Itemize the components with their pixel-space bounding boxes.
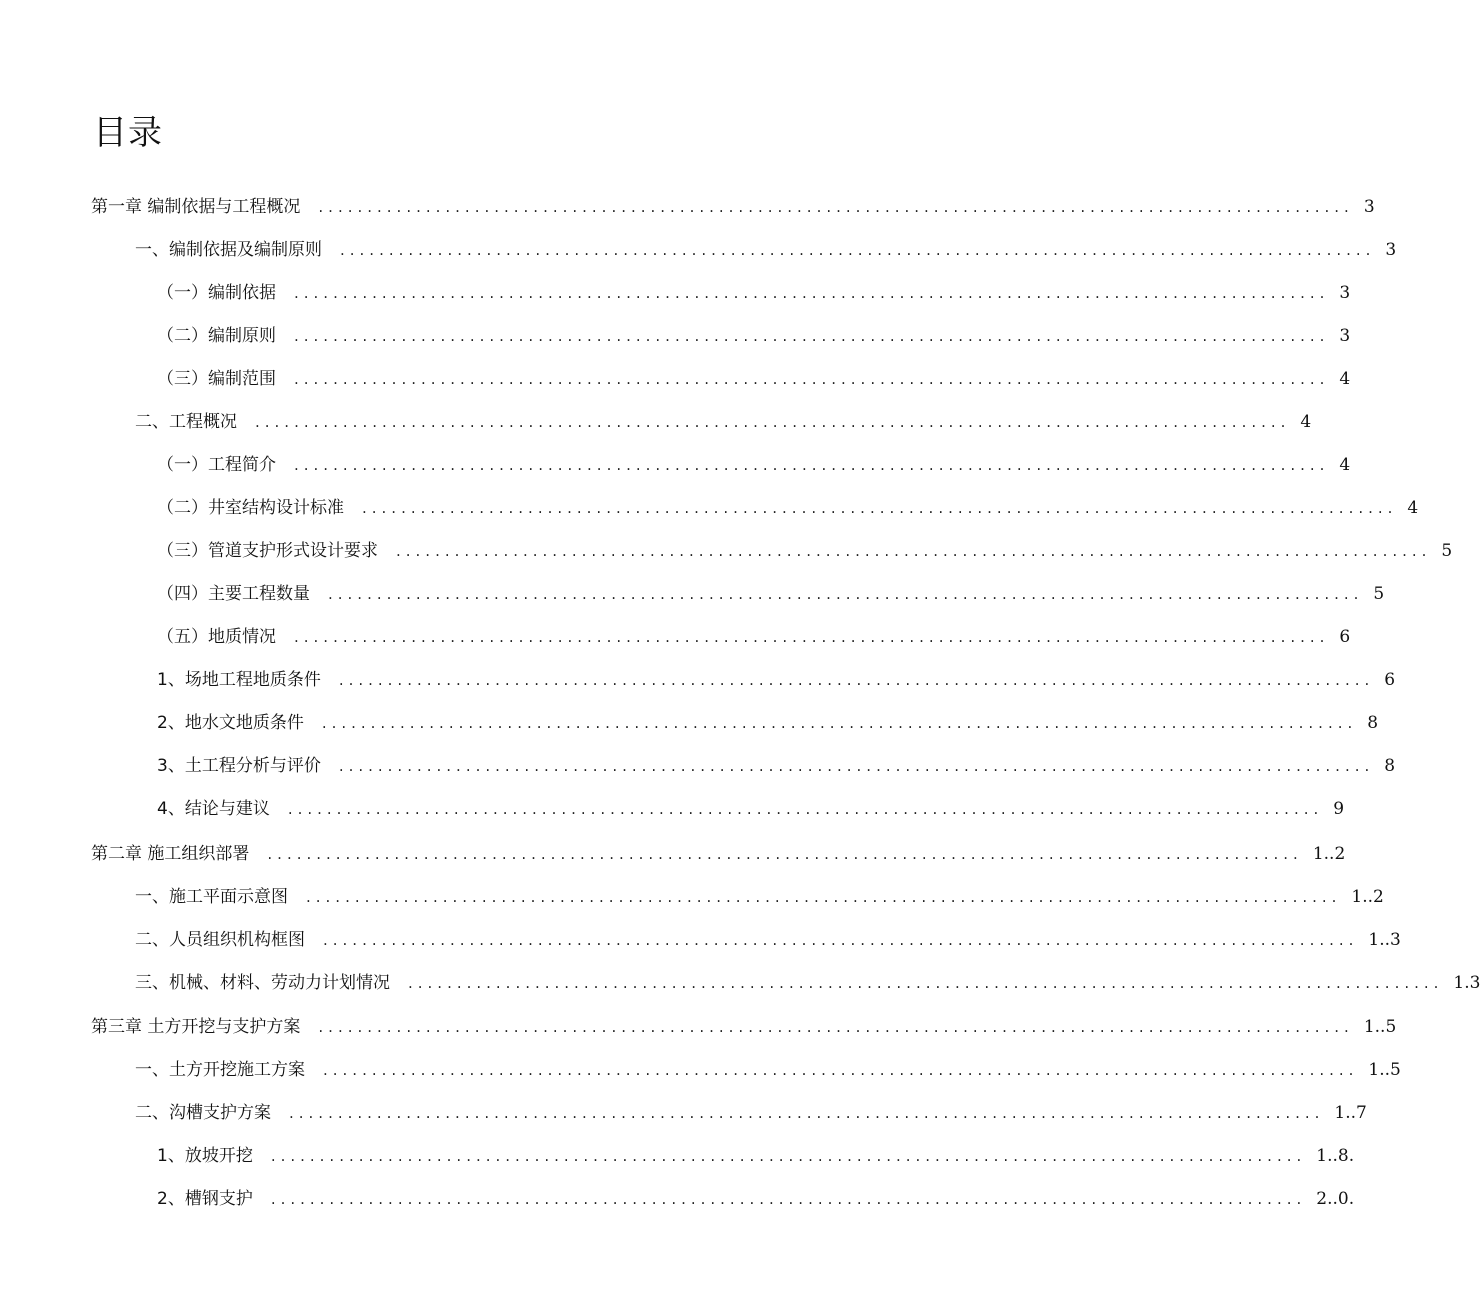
toc-entry-page: 4 — [1339, 455, 1351, 475]
toc-entry-page: 1..8. — [1316, 1146, 1355, 1166]
toc-entry[interactable] — [157, 751, 1396, 781]
toc-entry[interactable] — [91, 192, 1375, 222]
toc-entry-label: 二、工程概况 — [135, 412, 237, 432]
toc-entry[interactable] — [157, 665, 1396, 695]
toc-leader-dots: .......................................................................................................... — [294, 284, 1330, 302]
toc-entry[interactable] — [157, 364, 1351, 394]
toc-leader-dots: .......................................................................................................... — [267, 845, 1303, 863]
toc-entry-label: 一、土方开挖施工方案 — [135, 1060, 305, 1080]
toc-entry-label: 2、地水文地质条件 — [157, 713, 304, 733]
toc-entry-label: 一、施工平面示意图 — [135, 887, 288, 907]
toc-entry-label: （三）管道支护形式设计要求 — [157, 541, 378, 561]
toc-entry-label: （三）编制范围 — [157, 369, 276, 389]
toc-leader-dots: .......................................................................................................... — [294, 327, 1330, 345]
toc-entry[interactable] — [157, 278, 1351, 308]
toc-entry-page: 6 — [1384, 670, 1396, 690]
toc-entry-page: 8 — [1367, 713, 1379, 733]
toc-entry[interactable] — [157, 1184, 1355, 1214]
toc-entry-page: 4 — [1407, 498, 1419, 518]
toc-entry-page: 4 — [1300, 412, 1312, 432]
toc-entry-page: 2..0. — [1316, 1189, 1355, 1209]
toc-leader-dots: .......................................................................................................... — [294, 628, 1330, 646]
toc-leader-dots: .......................................................................................................... — [294, 370, 1330, 388]
toc-leader-dots: .......................................................................................................... — [294, 456, 1330, 474]
toc-entry[interactable] — [157, 1141, 1355, 1171]
toc-entry[interactable] — [135, 882, 1384, 912]
toc-entry-label: （二）井室结构设计标准 — [157, 498, 344, 518]
toc-entry-label: （一）编制依据 — [157, 283, 276, 303]
toc-entry-page: 5 — [1373, 584, 1385, 604]
toc-entry-page: 8 — [1384, 756, 1396, 776]
toc-entry-page: 1.3 — [1453, 973, 1480, 993]
toc-entry-label: 一、编制依据及编制原则 — [135, 240, 322, 260]
toc-entry[interactable] — [135, 1055, 1401, 1085]
toc-entry-page: 3 — [1339, 326, 1351, 346]
toc-entry[interactable] — [157, 493, 1419, 523]
toc-entry-label: （二）编制原则 — [157, 326, 276, 346]
toc-entry[interactable] — [135, 968, 1480, 998]
toc-entry-label: （一）工程简介 — [157, 455, 276, 475]
toc-leader-dots: .......................................................................................................... — [287, 800, 1324, 818]
toc-leader-dots: .......................................................................................................... — [323, 931, 1359, 949]
toc-entry-page: 3 — [1363, 197, 1375, 217]
toc-leader-dots: .......................................................................................................... — [270, 1190, 1307, 1208]
toc-entry[interactable] — [135, 407, 1312, 437]
toc-entry[interactable] — [91, 839, 1346, 869]
toc-leader-dots: .......................................................................................................... — [255, 413, 1291, 431]
toc-leader-dots: .......................................................................................................... — [408, 974, 1444, 992]
toc-entry-label: 第二章 施工组织部署 — [91, 844, 250, 864]
toc-entry-page: 6 — [1339, 627, 1351, 647]
toc-entry-page: 1..5 — [1368, 1060, 1401, 1080]
toc-entry-label: （四）主要工程数量 — [157, 584, 310, 604]
toc-entry-label: 1、放坡开挖 — [157, 1146, 253, 1166]
toc-leader-dots: .......................................................................................................... — [318, 198, 1354, 216]
toc-entry[interactable] — [157, 708, 1379, 738]
toc-entry-label: 4、结论与建议 — [157, 799, 270, 819]
toc-entry[interactable] — [157, 536, 1453, 566]
toc-leader-dots: .......................................................................................................... — [270, 1147, 1307, 1165]
toc-entry-page: 1..7 — [1334, 1103, 1367, 1123]
toc-entry[interactable] — [157, 794, 1345, 824]
toc-entry-label: （五）地质情况 — [157, 627, 276, 647]
toc-entry-label: 二、沟槽支护方案 — [135, 1103, 271, 1123]
toc-entry[interactable] — [157, 450, 1351, 480]
toc-entry-page: 4 — [1339, 369, 1351, 389]
toc-leader-dots: .......................................................................................................... — [306, 888, 1342, 906]
toc-leader-dots: .......................................................................................................... — [318, 1018, 1354, 1036]
toc-leader-dots: .......................................................................................................... — [338, 671, 1375, 689]
toc-leader-dots: .......................................................................................................... — [289, 1104, 1325, 1122]
toc-entry-page: 1..2 — [1312, 844, 1346, 864]
toc-entry-label: 二、人员组织机构框图 — [135, 930, 305, 950]
toc-entry-page: 3 — [1385, 240, 1397, 260]
toc-entry[interactable] — [135, 235, 1397, 265]
toc-entry-page: 1..3 — [1368, 930, 1401, 950]
toc-entry[interactable] — [135, 925, 1401, 955]
toc-entry-label: 三、机械、材料、劳动力计划情况 — [135, 973, 390, 993]
page-title: 目录 — [93, 112, 163, 153]
toc-leader-dots: .......................................................................................................... — [340, 241, 1376, 259]
toc-leader-dots: .......................................................................................................... — [362, 499, 1398, 517]
toc-entry[interactable] — [91, 1012, 1397, 1042]
toc-entry-page: 5 — [1441, 541, 1453, 561]
toc-entry-label: 第三章 土方开挖与支护方案 — [91, 1017, 301, 1037]
toc-leader-dots: .......................................................................................................... — [321, 714, 1358, 732]
toc-leader-dots: .......................................................................................................... — [396, 542, 1432, 560]
toc-leader-dots: .......................................................................................................... — [328, 585, 1364, 603]
toc-entry-page: 1..5 — [1363, 1017, 1397, 1037]
toc-entry[interactable] — [157, 321, 1351, 351]
toc-entry[interactable] — [157, 622, 1351, 652]
toc-leader-dots: .......................................................................................................... — [338, 757, 1375, 775]
toc-entry-page: 9 — [1333, 799, 1345, 819]
toc-entry-label: 2、槽钢支护 — [157, 1189, 253, 1209]
toc-entry-label: 1、场地工程地质条件 — [157, 670, 321, 690]
toc-entry[interactable] — [157, 579, 1385, 609]
toc-entry-label: 第一章 编制依据与工程概况 — [91, 197, 301, 217]
toc-leader-dots: .......................................................................................................... — [323, 1061, 1359, 1079]
toc-entry-page: 3 — [1339, 283, 1351, 303]
toc-entry[interactable] — [135, 1098, 1367, 1128]
toc-entry-page: 1..2 — [1351, 887, 1384, 907]
toc-entry-label: 3、土工程分析与评价 — [157, 756, 321, 776]
